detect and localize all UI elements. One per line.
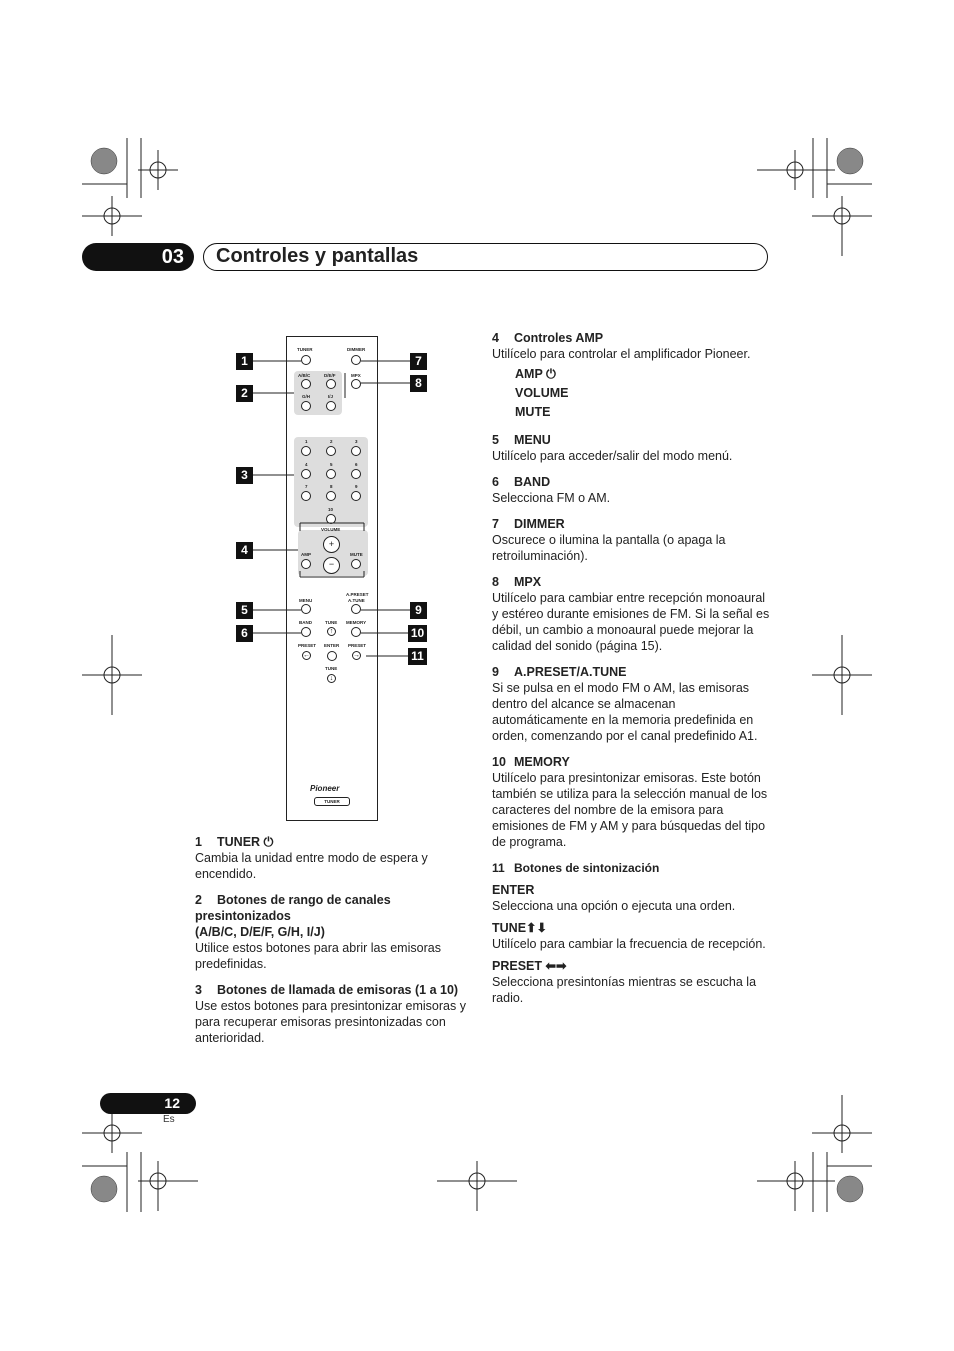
label-memory: MEMORY <box>346 620 367 625</box>
label-def: D/E/F <box>324 373 336 378</box>
page-language: Es <box>163 1114 175 1125</box>
label-band: BAND <box>299 620 312 625</box>
right-column <box>492 330 772 1006</box>
num-7: 7 <box>305 484 308 489</box>
label-tune-up: TUNE <box>325 620 338 625</box>
callout-3: 3 <box>236 467 253 484</box>
item-10-heading: 10 MEMORY <box>492 755 570 769</box>
item-7-text: Oscurece o ilumina la pantalla (o apaga la retroiluminación). <box>492 533 726 563</box>
item-6-heading: 6 BAND <box>492 475 551 489</box>
callout-5: 5 <box>236 602 253 619</box>
item-3-heading: 3 Botones de llamada de emisoras (1 a 10) <box>195 983 459 997</box>
item-4-text: Utilícelo para controlar el amplificador Pioneer. <box>492 347 751 361</box>
num-8: 8 <box>330 484 333 489</box>
page-number: 12 <box>100 1093 196 1114</box>
item-8-heading: 8 MPX <box>492 575 542 589</box>
tune-up-icon: ↑ <box>327 627 336 636</box>
item-11-enter-text: Selecciona una opción o ejecuta una orden. <box>492 899 736 913</box>
num-2: 2 <box>330 439 333 444</box>
label-atune: A.TUNE <box>348 598 365 603</box>
label-abc: A/B/C <box>298 373 311 378</box>
pioneer-logo: Pioneer <box>310 784 340 793</box>
label-apreset: A.PRESET <box>346 592 369 597</box>
callout-7: 7 <box>410 353 427 370</box>
item-6-text: Selecciona FM o AM. <box>492 491 611 505</box>
num-9: 9 <box>355 484 358 489</box>
label-ij: I/J <box>328 394 334 399</box>
callout-9: 9 <box>410 602 427 619</box>
item-1-text: Cambia la unidad entre modo de espera y encendido. <box>195 851 428 881</box>
label-volume: VOLUME <box>321 527 341 532</box>
num-5: 5 <box>330 462 333 467</box>
label-amp: AMP <box>301 552 311 557</box>
chapter-number: 03 <box>82 243 194 271</box>
label-mute: MUTE <box>350 552 363 557</box>
left-column <box>195 834 470 1046</box>
label-preset-right: PRESET <box>348 643 367 648</box>
item-2-text: Utilice estos botones para abrir las emisoras predefinidas. <box>195 941 441 971</box>
item-5-text: Utilícelo para acceder/salir del modo menú. <box>492 449 733 463</box>
item-8-text: Utilícelo para cambiar entre recepción monoaural y estéreo durante emisiones de FM. Si la señal es débil, un cambio a monoaural puede mejorar la calidad del sonido (página 15). <box>492 591 770 653</box>
item-4-sub-volume: VOLUME <box>515 386 569 400</box>
num-3: 3 <box>355 439 358 444</box>
item-2-heading-2: (A/B/C, D/E/F, G/H, I/J) <box>195 925 325 939</box>
callout-2: 2 <box>236 385 253 402</box>
callout-6: 6 <box>236 625 253 642</box>
num-4: 4 <box>305 462 308 467</box>
item-11-preset-heading: PRESET ⬅➡ <box>492 959 567 973</box>
label-mpx: MPX <box>351 373 361 378</box>
item-10-text: Utilícelo para presintonizar emisoras. Este botón también se utiliza para la selección manual de los caracteres del nombre de la emisora para emisiones de FM y AM y para búsquedas del tipo de programa. <box>492 771 768 849</box>
label-dimmer: DIMMER <box>347 347 366 352</box>
label-menu: MENU <box>299 598 313 603</box>
label-tune-down: TUNE <box>325 666 338 671</box>
callout-1: 1 <box>236 353 253 370</box>
callout-10: 10 <box>408 625 427 642</box>
label-enter: ENTER <box>324 643 340 648</box>
item-11-preset-text: Selecciona presintonías mientras se escucha la radio. <box>492 975 757 1005</box>
callout-11: 11 <box>408 648 427 665</box>
num-1: 1 <box>305 439 308 444</box>
item-4-sub-mute: MUTE <box>515 405 551 419</box>
item-2-heading: 2 Botones de rango de canales presintonizados <box>195 893 391 923</box>
volume-down-button: − <box>323 557 340 574</box>
tune-down-icon: ↓ <box>327 674 336 683</box>
callout-8: 8 <box>410 375 427 392</box>
item-1-heading: 1 TUNER ⏻ <box>195 835 274 849</box>
item-3-text: Use estos botones para presintonizar emisoras y para recuperar emisoras presintonizadas con anterioridad. <box>195 999 466 1045</box>
label-tuner: TUNER <box>297 347 313 352</box>
label-gh: G/H <box>302 394 311 399</box>
item-7-heading: 7 DIMMER <box>492 517 565 531</box>
item-4-heading: 4 Controles AMP <box>492 331 604 345</box>
bottom-tuner-label: TUNER <box>314 797 350 806</box>
label-preset-left: PRESET <box>298 643 317 648</box>
num-10: 10 <box>328 507 334 512</box>
preset-left-icon: ← <box>303 652 310 659</box>
item-11-tune-text: Utilícelo para cambiar la frecuencia de recepción. <box>492 937 766 951</box>
preset-right-icon: → <box>353 652 360 659</box>
item-11-tune-heading: TUNE⬆⬇ <box>492 921 547 935</box>
item-9-text: Si se pulsa en el modo FM o AM, las emisoras dentro del alcance se almacenan automáticamente en la memoria predefinida en orden, comenzando por el canal predefinido A1. <box>492 681 758 743</box>
num-6: 6 <box>355 462 358 467</box>
volume-up-button: + <box>323 536 340 553</box>
item-11-heading: 11 Botones de sintonización <box>492 861 660 875</box>
callout-4: 4 <box>236 542 253 559</box>
item-4-sub-amp: AMP ⏻ <box>515 367 556 381</box>
item-5-heading: 5 MENU <box>492 433 551 447</box>
item-9-heading: 9 A.PRESET/A.TUNE <box>492 665 627 679</box>
item-11-enter-heading: ENTER <box>492 883 535 897</box>
chapter-title: Controles y pantallas <box>203 243 768 271</box>
